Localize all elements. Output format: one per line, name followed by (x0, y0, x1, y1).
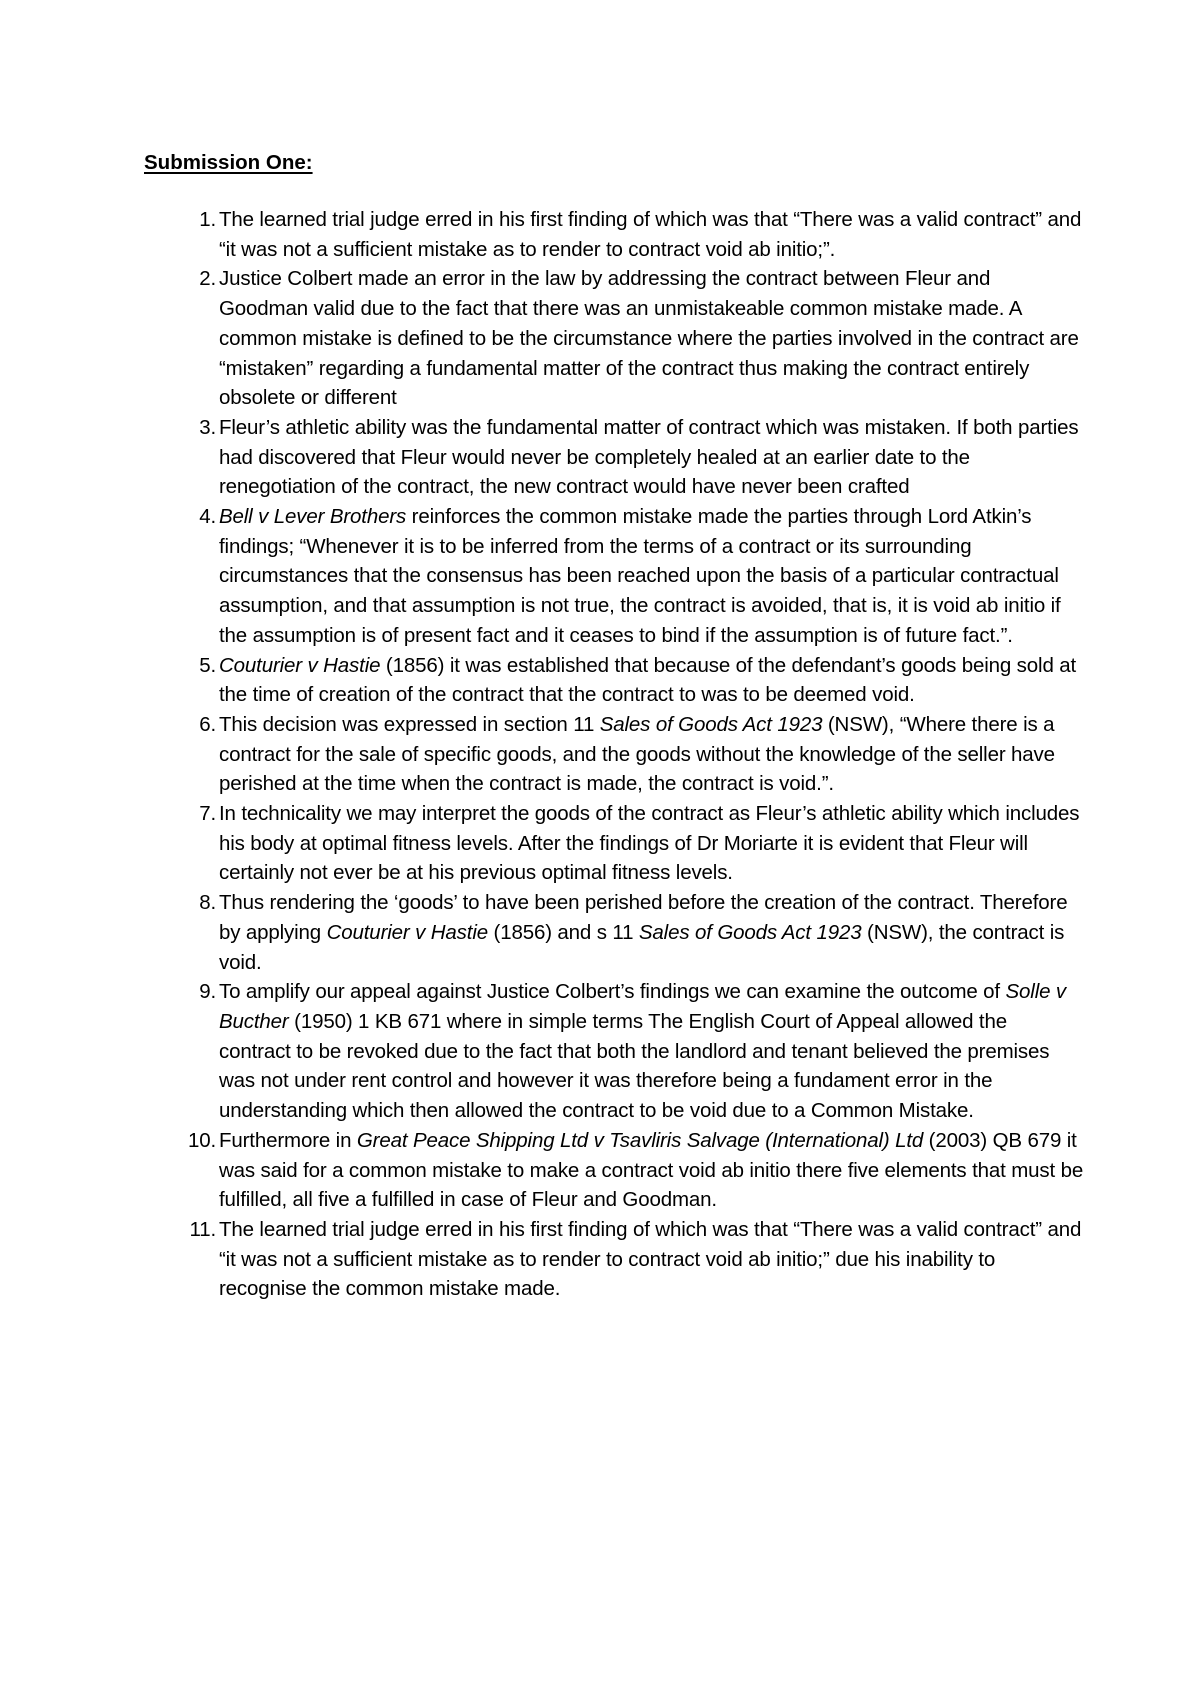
item-number: 8. (199, 891, 216, 915)
list-item (144, 1126, 1084, 1215)
item-text: This decision was expressed in section 11 (219, 712, 600, 736)
case-name: Bell v Lever Brothers (219, 505, 407, 529)
case-name: Couturier v Hastie (219, 653, 381, 677)
act-name: Sales of Goods Act 1923 (599, 712, 823, 736)
item-number: 5. (199, 653, 216, 677)
item-number: 4. (199, 505, 216, 529)
item-text: (NSW), the contract is void. (219, 920, 1065, 974)
item-text: The learned trial judge erred in his first finding of which was that “There was a valid contract” and “it was not a sufficient mistake as to render to contract void ab initio;”. (219, 208, 1082, 261)
item-number: 6. (199, 712, 216, 736)
list-item (144, 413, 1084, 502)
item-text: (1950) 1 KB 671 where in simple terms The English Court of Appeal allowed the contract to be revoked due to the fact that both the landlord and tenant believed the premises was not under rent control and however it was therefore being a fundament error in the understanding which then allowed the contract to be void due to a Common Mistake. (219, 1009, 1050, 1123)
list-item (144, 977, 1084, 1126)
item-text: In technicality we may interpret the goods of the contract as Fleur’s athletic ability which includes his body at optimal fitness levels. After the findings of Dr Moriarte it is evident that Fleur will certainly not ever be at his previous optimal fitness levels. (219, 802, 1080, 885)
submission-list (144, 205, 1084, 1304)
list-item (144, 502, 1084, 651)
item-text: To amplify our appeal against Justice Colbert’s findings we can examine the outcome of (219, 980, 1006, 1004)
list-item (144, 710, 1084, 799)
item-number: 11. (189, 1217, 216, 1241)
item-number: 9. (199, 980, 216, 1004)
item-text: (1856) it was established that because of the defendant’s goods being sold at the time of creation of the contract that the contract to was to be deemed void. (219, 653, 1077, 707)
list-item (144, 264, 1084, 413)
item-number: 3. (199, 415, 216, 439)
item-number: 1. (199, 208, 216, 231)
item-text: Furthermore in (219, 1128, 357, 1152)
item-number: 7. (199, 802, 216, 826)
item-text: The learned trial judge erred in his first finding of which was that “There was a valid contract” and “it was not a sufficient mistake as to render to contract void ab initio;” due his inability to recognise the common mistake made. (219, 1217, 1082, 1301)
item-number: 2. (199, 267, 216, 291)
page-title: Submission One: (144, 151, 313, 174)
list-item (144, 205, 1084, 264)
item-text: Justice Colbert made an error in the law by addressing the contract between Fleur and Goodman valid due to the fact that there was an unmistakeable common mistake made. A common mistake is defined to be the circumstance where the parties involved in the contract are “mistaken” regarding a fundamental matter of the contract thus making the contract entirely obsolete or different (219, 267, 1079, 410)
case-name: Couturier v Hastie (326, 920, 488, 944)
item-text: Fleur’s athletic ability was the fundamental matter of contract which was mistaken. If both parties had discovered that Fleur would never be completely healed at an earlier date to the renegotiation of the contract, the new contract would have never been crafted (219, 415, 1079, 499)
list-item (144, 651, 1084, 710)
item-text: reinforces the common mistake made the parties through Lord Atkin’s findings; “Whenever it is to be inferred from the terms of a contract or its surrounding circumstances that the consensus has been reached upon the basis of a particular contractual assumption, and that assumption is not true, the contract is avoided, that is, it is void ab initio if the assumption is of present fact and it ceases to bind if the assumption is of future fact.”. (219, 505, 1061, 647)
item-number: 10. (187, 1128, 216, 1152)
item-text: (1856) and s 11 (487, 920, 639, 944)
case-name: Great Peace Shipping Ltd v Tsavliris Salvage (International) Ltd (356, 1128, 924, 1152)
item-text: (2003) QB 679 it was said for a common mistake to make a contract void ab initio there five elements that must be fulfilled, all five a fulfilled in case of Fleur and Goodman. (219, 1128, 1084, 1212)
act-name: Sales of Goods Act 1923 (638, 920, 862, 944)
list-item (144, 799, 1084, 888)
list-item (144, 1215, 1084, 1304)
item-text: (NSW), “Where there is a contract for the sale of specific goods, and the goods without the knowledge of the seller have perished at the time when the contract is made, the contract is void.”. (219, 712, 1055, 796)
item-text: Thus rendering the ‘goods’ to have been perished before the creation of the contract. Therefore by applying (219, 891, 1068, 944)
list-item (144, 888, 1084, 977)
case-name: Solle v Bucther (219, 980, 1066, 1033)
